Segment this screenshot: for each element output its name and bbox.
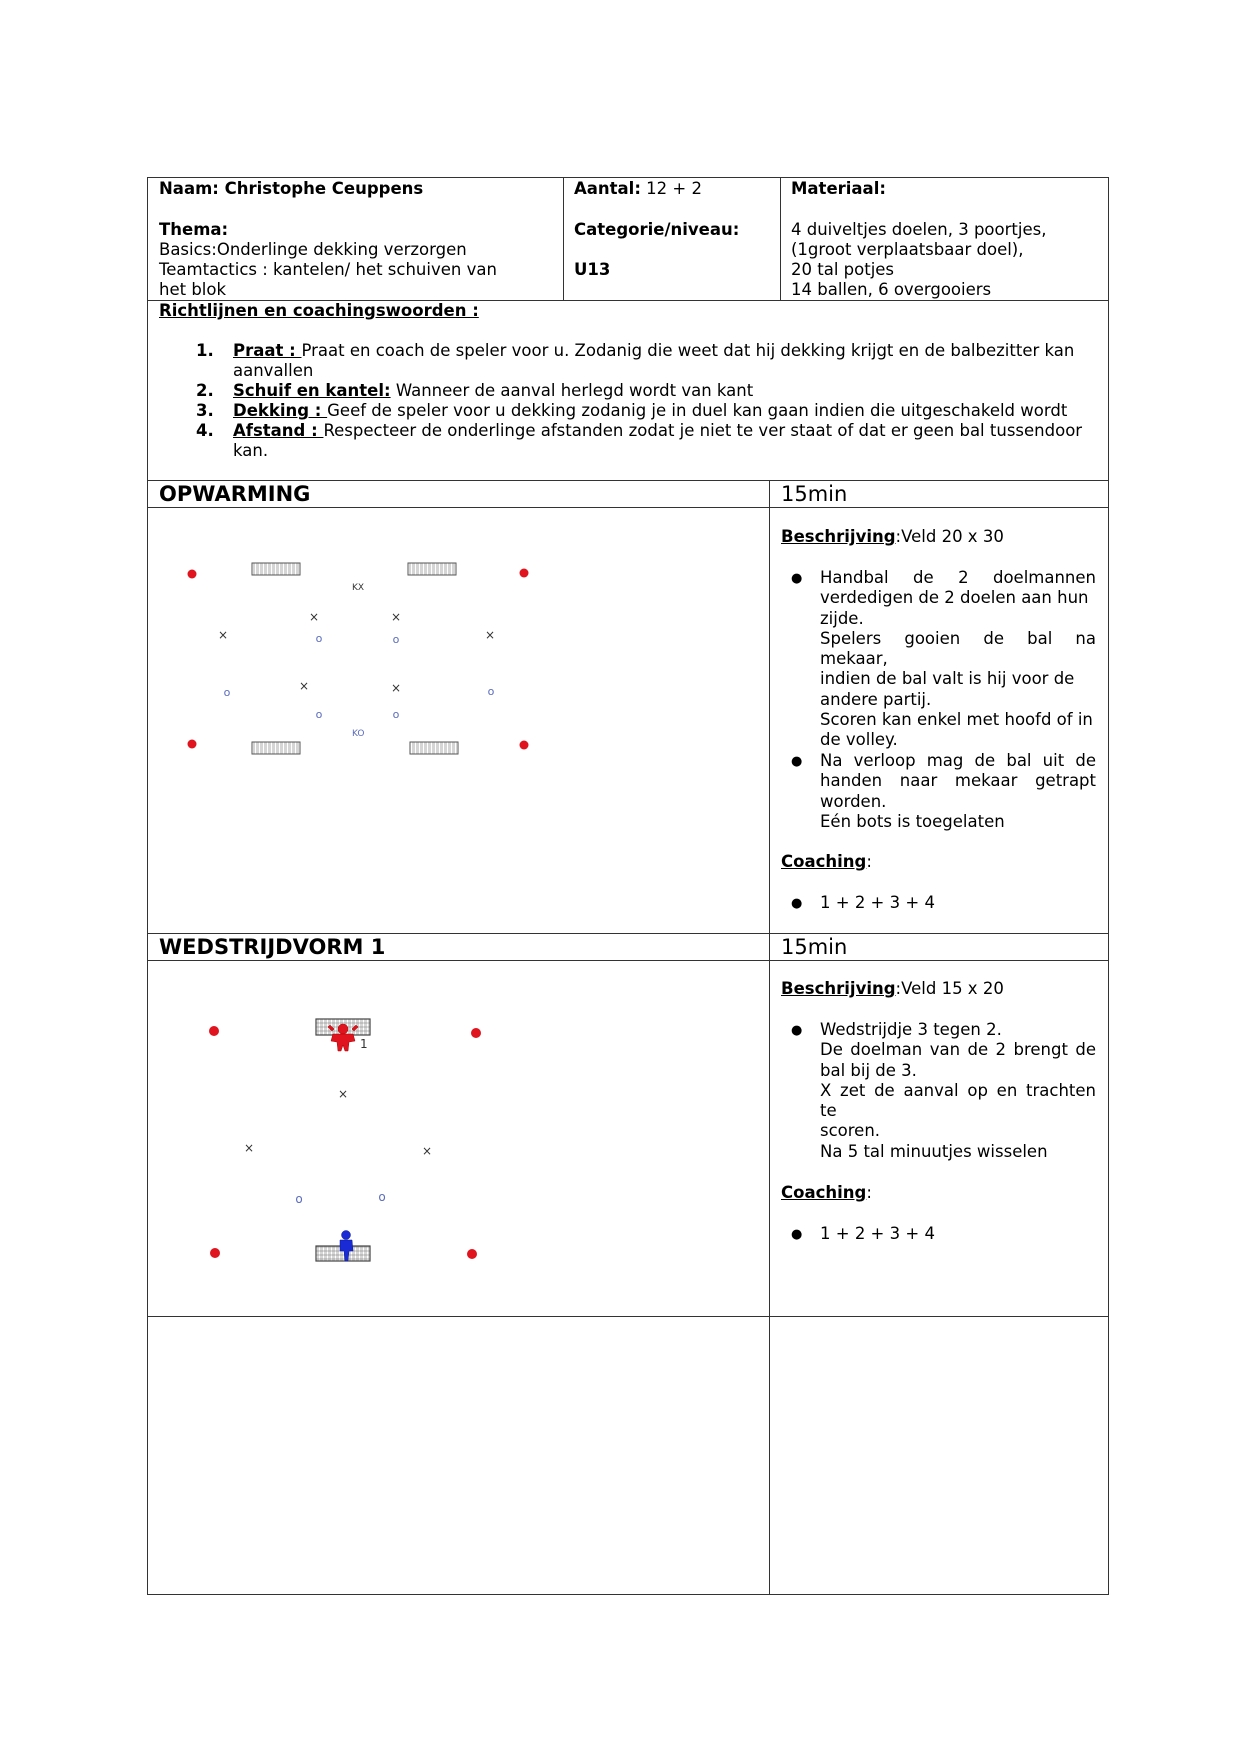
guideline-num-3: 3. — [196, 401, 214, 420]
guideline-num-4: 4. — [196, 421, 214, 440]
player-o: o — [295, 1192, 303, 1206]
beschrijving-opwarming: Beschrijving:Veld 20 x 30 — [781, 527, 1004, 546]
player-x: × — [308, 610, 320, 624]
categorie-label: Categorie/niveau: — [574, 220, 740, 239]
player-o: o — [315, 632, 323, 645]
player-o: o — [487, 685, 495, 698]
keeper-number: 1 — [360, 1037, 368, 1051]
coaching-opwarming: Coaching: — [781, 852, 872, 871]
cone — [467, 1249, 477, 1259]
cone — [520, 741, 529, 750]
guideline-num-1: 1. — [196, 341, 214, 360]
thema-line-2: Teamtactics : kantelen/ het schuiven van — [159, 260, 497, 279]
player-x: × — [217, 628, 229, 642]
guideline-2: Schuif en kantel: Wanneer de aanval herlegd wordt van kant — [233, 381, 754, 400]
diagram-opwarming — [148, 508, 568, 758]
guidelines-title: Richtlijnen en coachingswoorden : — [159, 301, 479, 320]
goal — [408, 563, 456, 575]
cone — [471, 1028, 481, 1038]
opwarming-bullet-2: Na verloop mag de bal uit de handen naar mekaar getrapt worden. Eén bots is toegelaten — [820, 751, 1096, 831]
section-duration-opwarming: 15min — [781, 482, 848, 506]
bullet-icon: ● — [791, 571, 803, 586]
cone — [188, 740, 197, 749]
thema-line-3: het blok — [159, 280, 227, 299]
keeper-red — [328, 1024, 358, 1051]
player-x: × — [243, 1141, 255, 1155]
section-title-opwarming: OPWARMING — [159, 482, 311, 506]
cone — [210, 1248, 220, 1258]
thema-line-1: Basics:Onderlinge dekking verzorgen — [159, 240, 467, 259]
opwarming-bullet-1: Handbal de 2 doelmannen verdedigen de 2 doelen aan hun zijde. Spelers gooien de bal na mekaar, indien de bal valt is hij voor de andere partij. Scoren kan enkel met hoofd of in de volley. — [820, 568, 1096, 750]
player-o: o — [392, 708, 400, 721]
keeper-label-top: KX — [352, 583, 365, 593]
player-x: × — [390, 610, 402, 624]
materiaal-label: Materiaal: — [791, 179, 886, 198]
materiaal-line-2: (1groot verplaatsbaar doel), — [791, 240, 1024, 259]
cone — [520, 569, 529, 578]
player-o: o — [392, 633, 400, 646]
player-x: × — [337, 1087, 349, 1101]
player-x: × — [421, 1144, 433, 1158]
coaching-value-opwarming: 1 + 2 + 3 + 4 — [820, 893, 935, 912]
naam: Naam: Christophe Ceuppens — [159, 179, 424, 198]
player-x: × — [298, 679, 310, 693]
materiaal-line-1: 4 duiveltjes doelen, 3 poortjes, — [791, 220, 1047, 239]
guideline-3: Dekking : Geef de speler voor u dekking zodanig je in duel kan gaan indien die uitgeschakeld wordt — [233, 401, 1068, 420]
guideline-num-2: 2. — [196, 381, 214, 400]
bullet-icon: ● — [791, 896, 803, 911]
player-o: o — [378, 1190, 386, 1204]
section-title-wedstrijdvorm: WEDSTRIJDVORM 1 — [159, 935, 386, 959]
wedstrijdvorm-extra: Na 5 tal minuutjes wisselen — [820, 1142, 1048, 1161]
player-o: o — [223, 686, 231, 699]
empty-cell-left — [148, 1317, 768, 1593]
cone — [209, 1026, 219, 1036]
categorie-value: U13 — [574, 260, 611, 279]
guideline-1-cont: aanvallen — [233, 361, 314, 380]
coaching-wedstrijdvorm: Coaching: — [781, 1183, 872, 1202]
goal — [252, 563, 300, 575]
materiaal-line-3: 20 tal potjes — [791, 260, 895, 279]
aantal: Aantal: 12 + 2 — [574, 179, 702, 198]
player-x: × — [390, 681, 402, 695]
section-duration-wedstrijdvorm: 15min — [781, 935, 848, 959]
coaching-value-wedstrijdvorm: 1 + 2 + 3 + 4 — [820, 1224, 935, 1243]
bullet-icon: ● — [791, 754, 803, 769]
diagram-wedstrijdvorm — [148, 961, 568, 1281]
wedstrijdvorm-bullet-1: Wedstrijdje 3 tegen 2. De doelman van de 2 brengt de bal bij de 3. X zet de aanval op en trachten te scoren. — [820, 1020, 1096, 1141]
player-x: × — [484, 628, 496, 642]
guideline-1: Praat : Praat en coach de speler voor u. Zodanig die weet dat hij dekking krijgt en de balbezitter kan — [233, 341, 1075, 360]
guideline-4-cont: kan. — [233, 441, 269, 460]
goal — [252, 742, 300, 754]
empty-cell-right — [770, 1317, 1108, 1593]
materiaal-line-4: 14 ballen, 6 overgooiers — [791, 280, 992, 299]
cone — [188, 570, 197, 579]
guideline-4: Afstand : Respecteer de onderlinge afstanden zodat je niet te ver staat of dat er geen bal tussendoor — [233, 421, 1083, 440]
beschrijving-wedstrijdvorm: Beschrijving:Veld 15 x 20 — [781, 979, 1004, 998]
goal — [410, 742, 458, 754]
bullet-icon: ● — [791, 1227, 803, 1242]
keeper-label-bottom: KO — [352, 729, 365, 739]
player-o: o — [315, 708, 323, 721]
bullet-icon: ● — [791, 1023, 803, 1038]
thema-label: Thema: — [159, 220, 229, 239]
